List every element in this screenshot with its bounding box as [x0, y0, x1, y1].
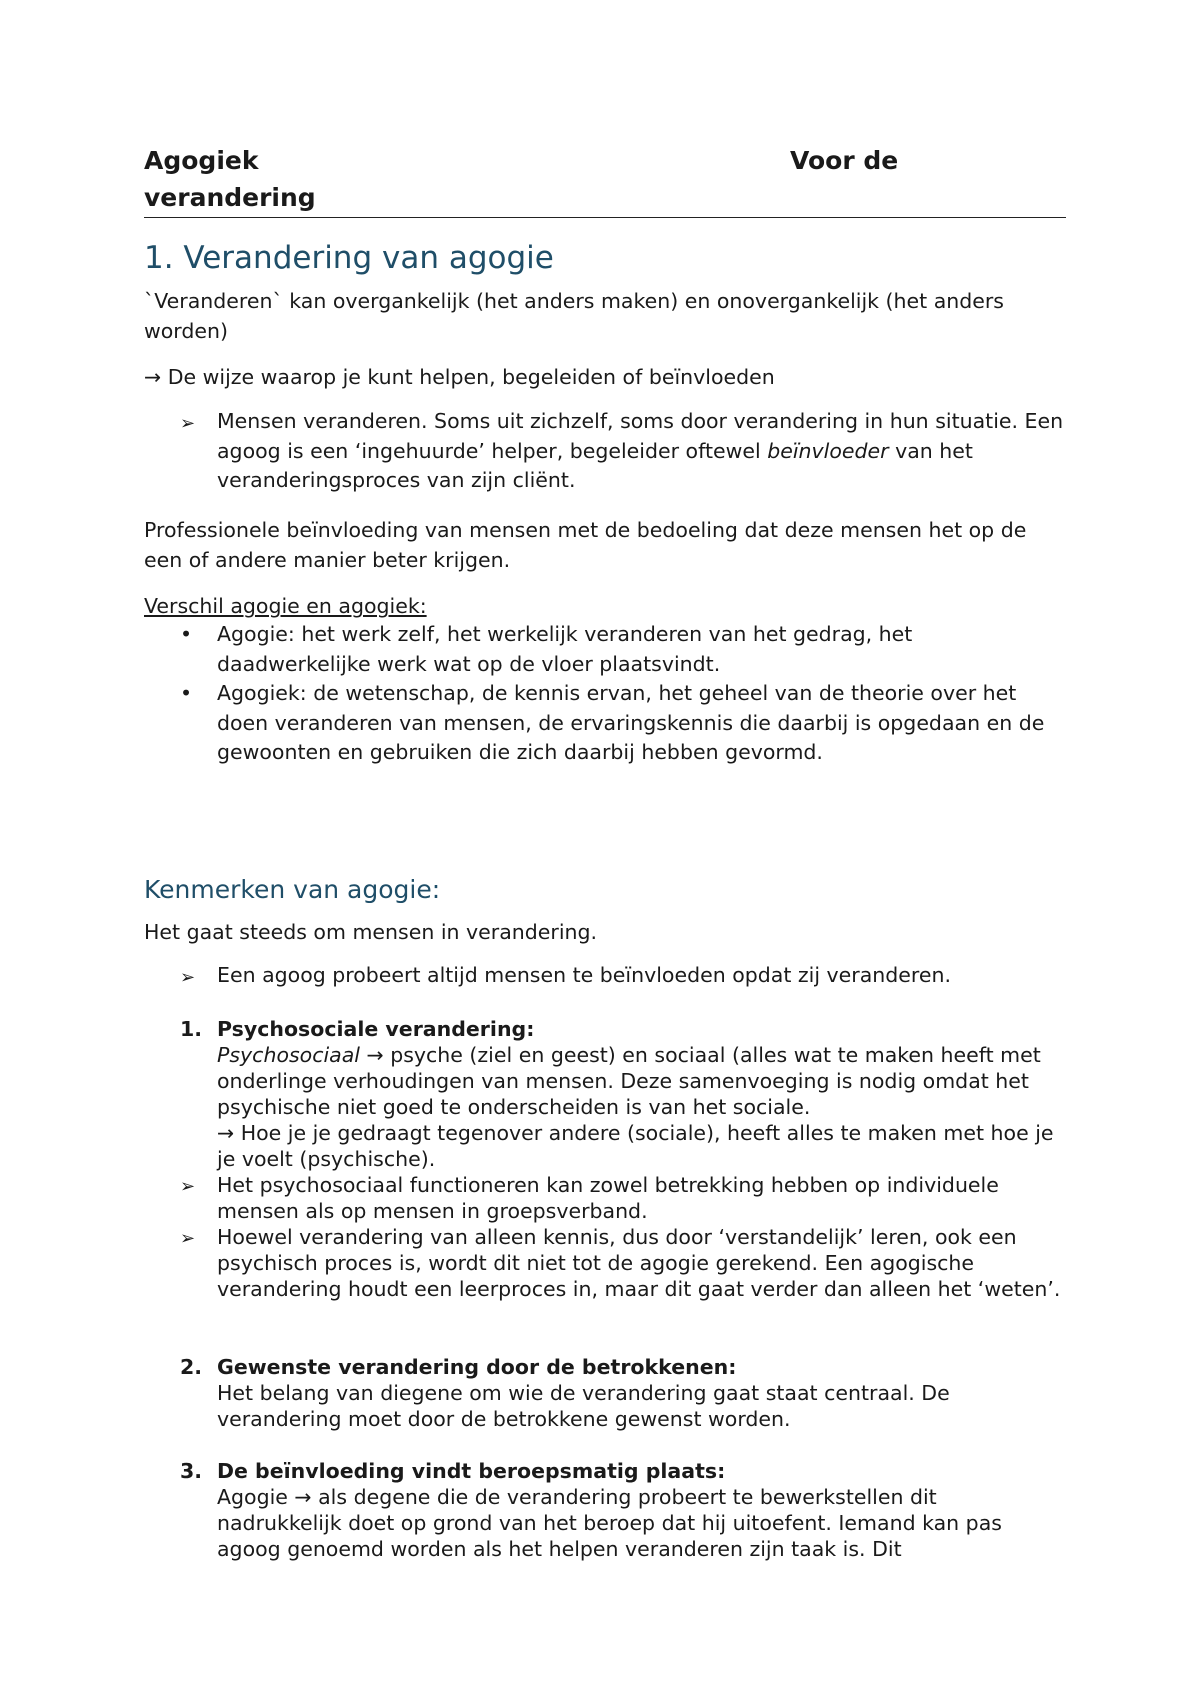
item1-body: → psyche (ziel en geest) en sociaal (alles wat te maken heeft met onderlinge verhoudingen van mensen. Deze samenvoeging is nodig omdat het psychische niet goed te onderscheiden is van het sociale. — [217, 1043, 1041, 1119]
header-title-right: Voor de — [790, 146, 899, 175]
item1-text — [217, 1042, 1067, 1120]
list-number-3: 3. — [180, 1459, 203, 1483]
section1-arrow-line: → De wijze waarop je kunt helpen, begeleiden of beïnvloeden — [144, 365, 775, 389]
section1-intro: `Veranderen` kan overgankelijk (het anders maken) en onovergankelijk (het anders worden) — [144, 289, 1004, 343]
diff-heading: Verschil agogie en agogiek: — [144, 594, 427, 618]
diff-item-agogie: Agogie: het werk zelf, het werkelijk veranderen van het gedrag, het daadwerkelijke werk wat op de vloer plaatsvindt. — [217, 622, 913, 676]
diff-item-agogiek: Agogiek: de wetenschap, de kennis ervan, het geheel van de theorie over het doen veranderen van mensen, de ervaringskennis die daarbij is opgedaan en de gewoonten en gebruiken die zich daarbij hebben gevormd. — [217, 681, 1045, 764]
arrowhead-bullet-icon: ➢ — [180, 413, 196, 434]
document-header — [144, 142, 1066, 218]
dot-bullet-icon: • — [180, 622, 193, 646]
item2-title: Gewenste verandering door de betrokkenen: — [217, 1355, 737, 1379]
bullet1-italic-term: beïnvloeder — [767, 438, 889, 463]
item1-title: Psychosociale verandering: — [217, 1017, 535, 1041]
section2-bullet-intro: Een agoog probeert altijd mensen te beïnvloeden opdat zij veranderen. — [217, 963, 952, 987]
section2-intro: Het gaat steeds om mensen in verandering. — [144, 920, 598, 944]
item1-italic-term: Psychosociaal — [217, 1043, 360, 1067]
list-number-2: 2. — [180, 1355, 203, 1379]
dot-bullet-icon: • — [180, 681, 193, 705]
item1-arrow-text: → Hoe je je gedraagt tegenover andere (sociale), heeft alles te maken met hoe je je voelt (psychische). — [217, 1121, 1054, 1171]
list-number-1: 1. — [180, 1017, 203, 1041]
item3-text: Agogie → als degene die de verandering probeert te bewerkstellen dit nadrukkelijk doet op grond van het beroep dat hij uitoefent. Iemand kan pas agoog genoemd worden als het helpen veranderen zijn taak is. Dit — [217, 1485, 1002, 1561]
section2-heading: Kenmerken van agogie: — [144, 875, 441, 904]
arrowhead-bullet-icon: ➢ — [180, 1176, 196, 1197]
section1-professional: Professionele beïnvloeding van mensen met de bedoeling dat deze mensen het op de een of andere manier beter krijgen. — [144, 518, 1027, 572]
bullet1-text-end: van het veranderingsproces van zijn cliënt. — [217, 438, 973, 492]
header-title-line2: verandering — [144, 183, 316, 212]
item3-title: De beïnvloeding vindt beroepsmatig plaats: — [217, 1459, 726, 1483]
item1-bullet-2: Hoewel verandering van alleen kennis, dus door ‘verstandelijk’ leren, ook een psychisch proces is, wordt dit niet tot de agogie gerekend. Een agogische verandering houdt een leerproces in, maar dit gaat verder dan alleen het ‘weten’. — [217, 1225, 1061, 1301]
arrowhead-bullet-icon: ➢ — [180, 1228, 196, 1249]
item1-bullet-1: Het psychosociaal functioneren kan zowel betrekking hebben op individuele mensen als op mensen in groepsverband. — [217, 1173, 999, 1223]
item2-text: Het belang van diegene om wie de verandering gaat staat centraal. De verandering moet door de betrokkene gewenst worden. — [217, 1381, 950, 1431]
bullet1-text: Mensen veranderen. Soms uit zichzelf, soms door verandering in hun situatie. Een agoog is een ‘ingehuurde’ helper, begeleider oftewel — [217, 409, 1064, 463]
section1-heading: 1. Verandering van agogie — [144, 240, 554, 276]
section1-bullet1 — [217, 407, 1067, 496]
header-title-left: Agogiek — [144, 146, 259, 175]
arrowhead-bullet-icon: ➢ — [180, 967, 196, 988]
